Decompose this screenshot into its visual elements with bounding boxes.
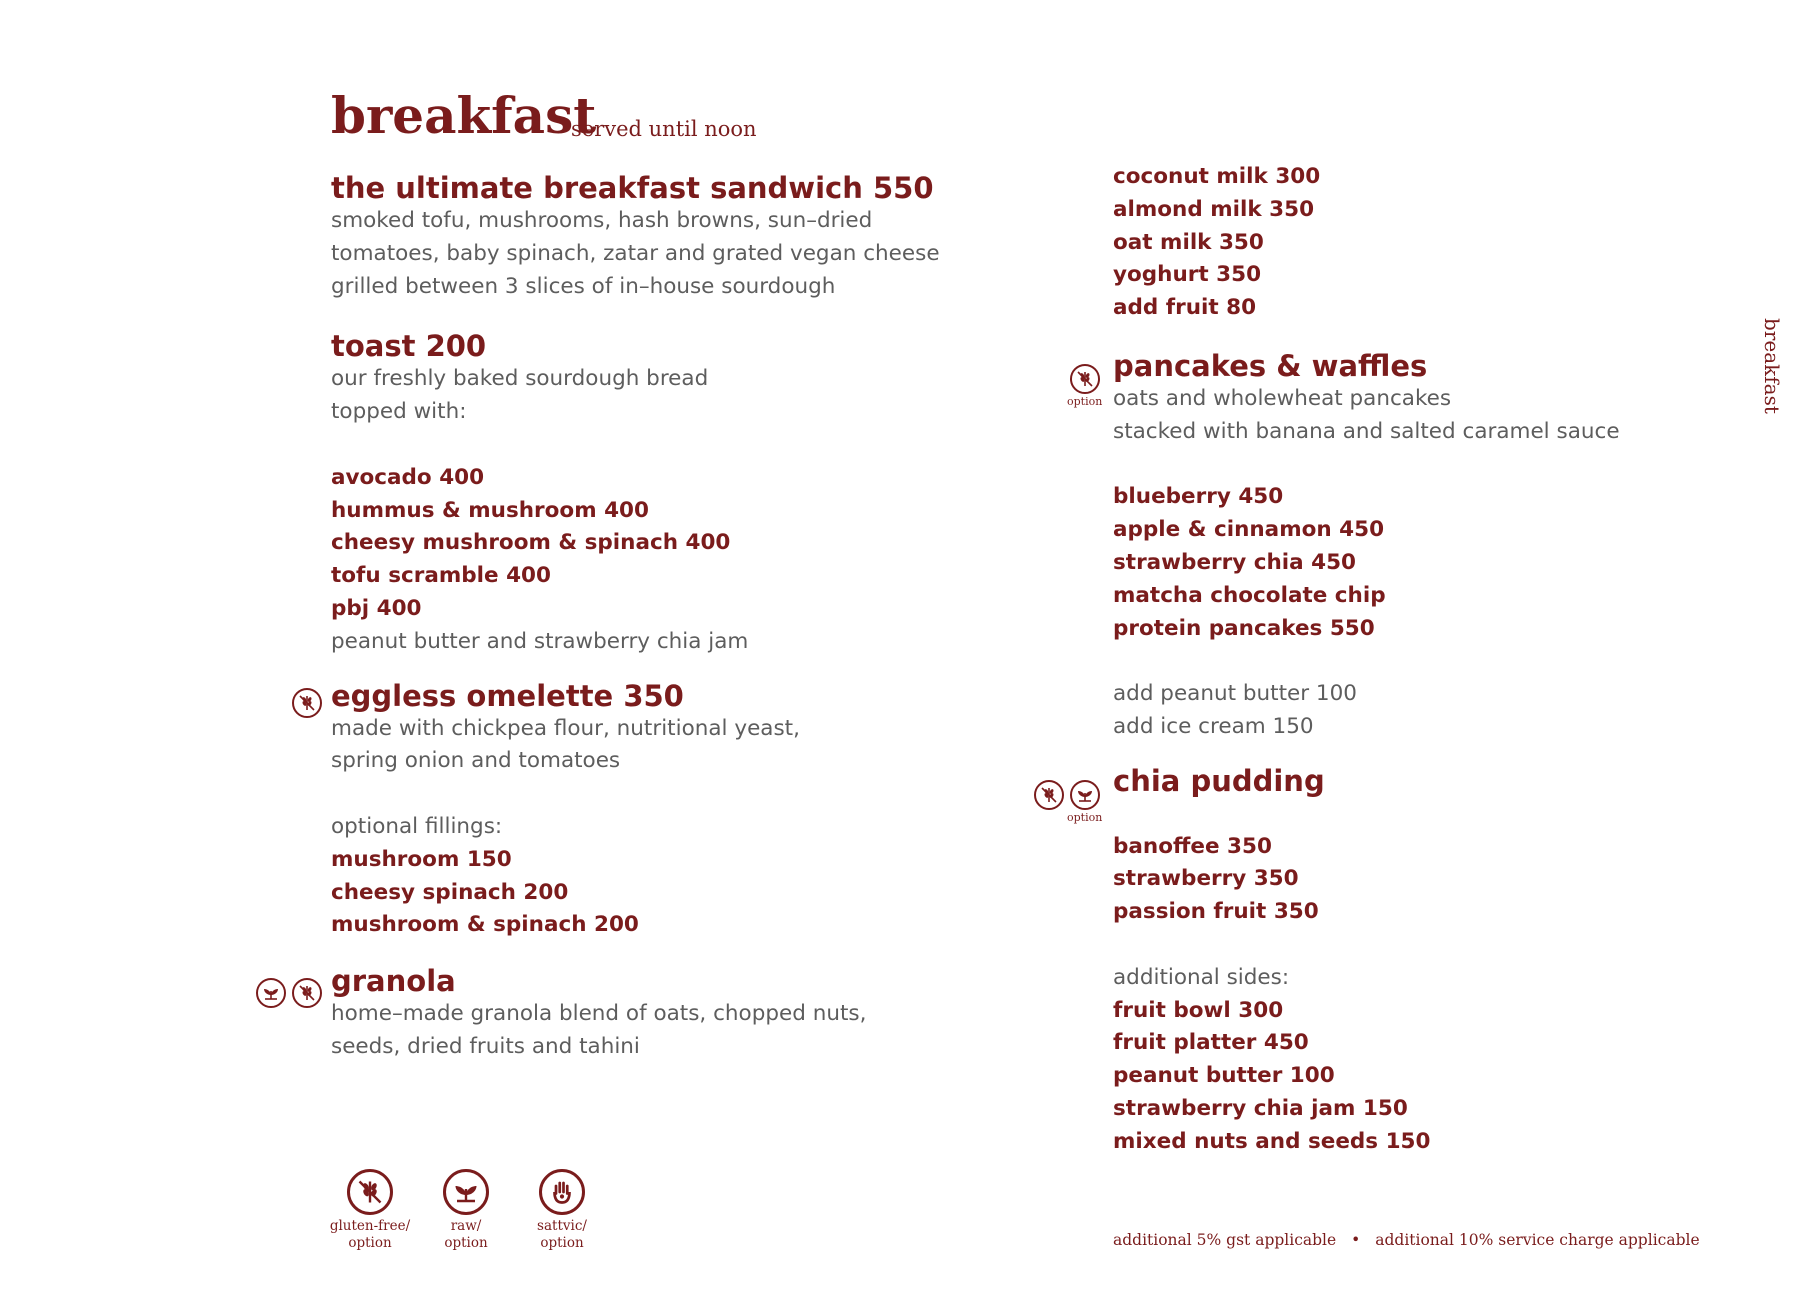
gluten-free-icon xyxy=(347,1169,393,1215)
chia-option: passion fruit 350 xyxy=(1113,899,1319,925)
right-column xyxy=(1113,161,1620,1159)
sandwich-desc-line: smoked tofu, mushrooms, hash browns, sun–dried xyxy=(331,208,873,233)
granola-option: add fruit 80 xyxy=(1113,295,1257,321)
gluten-free-icon xyxy=(292,978,322,1008)
pancake-option: matcha chocolate chip xyxy=(1113,582,1386,608)
fillings-label: optional fillings: xyxy=(331,813,503,839)
side-label: breakfast xyxy=(1760,318,1784,414)
omelette-desc-line: made with chickpea flour, nutritional yeast, xyxy=(331,715,800,741)
side-option: mixed nuts and seeds 150 xyxy=(1113,1128,1431,1154)
pancakes-desc-line: stacked with banana and salted caramel sauce xyxy=(1113,418,1620,444)
toast-section xyxy=(331,329,940,658)
granola-option: coconut milk 300 xyxy=(1113,164,1321,189)
filling-option: mushroom & spinach 200 xyxy=(331,912,639,938)
toast-option: tofu scramble 400 xyxy=(331,563,551,589)
sattvic-icon xyxy=(539,1169,585,1215)
sandwich-section xyxy=(331,171,940,303)
granola-options xyxy=(1113,161,1620,325)
gst-note: additional 5% gst applicable xyxy=(1113,1231,1337,1249)
legend-label: gluten-free/ option xyxy=(329,1218,411,1251)
granola-option: yoghurt 350 xyxy=(1113,262,1262,288)
icon-option-note: option xyxy=(1067,395,1103,408)
omelette-title: eggless omelette 350 xyxy=(331,678,684,713)
gluten-free-icon xyxy=(292,688,322,718)
service-charge-note: additional 10% service charge applicable xyxy=(1375,1231,1700,1249)
sides-label: additional sides: xyxy=(1113,964,1290,990)
sandwich-title: the ultimate breakfast sandwich 550 xyxy=(331,171,934,205)
chia-option: banoffee 350 xyxy=(1113,833,1272,859)
side-option: fruit bowl 300 xyxy=(1113,997,1284,1023)
toast-option: pbj 400 xyxy=(331,595,422,621)
toast-option: hummus & mushroom 400 xyxy=(331,497,649,523)
footer-note xyxy=(1113,1231,1700,1249)
toast-option: avocado 400 xyxy=(331,464,485,490)
chia-option: strawberry 350 xyxy=(1113,866,1299,892)
left-column xyxy=(331,171,940,1064)
legend-label: raw/ option xyxy=(444,1218,488,1251)
sandwich-desc-line: grilled between 3 slices of in–house sourdough xyxy=(331,273,836,299)
raw-icon xyxy=(256,978,286,1008)
pancakes-title: pancakes & waffles xyxy=(1113,348,1428,383)
toast-option: cheesy mushroom & spinach 400 xyxy=(331,530,731,556)
raw-icon xyxy=(443,1169,489,1215)
toast-option-note: peanut butter and strawberry chia jam xyxy=(331,628,749,654)
side-option: strawberry chia jam 150 xyxy=(1113,1095,1408,1121)
toast-title: toast 200 xyxy=(331,329,487,364)
raw-icon xyxy=(1070,780,1100,810)
chia-title: chia pudding xyxy=(1113,763,1325,798)
side-option: peanut butter 100 xyxy=(1113,1063,1335,1089)
granola-desc-line: seeds, dried fruits and tahini xyxy=(331,1033,640,1059)
granola-option: almond milk 350 xyxy=(1113,196,1315,222)
pancake-option: protein pancakes 550 xyxy=(1113,615,1375,641)
pancake-option: apple & cinnamon 450 xyxy=(1113,517,1385,543)
chia-section xyxy=(1113,764,1620,1159)
pancake-option: blueberry 450 xyxy=(1113,484,1284,510)
page-title: breakfast xyxy=(331,86,597,145)
footer-separator: • xyxy=(1351,1231,1361,1249)
granola-option: oat milk 350 xyxy=(1113,229,1264,255)
icon-option-note: option xyxy=(1067,811,1103,824)
omelette-desc-line: spring onion and tomatoes xyxy=(331,748,621,774)
pancake-addon: add ice cream 150 xyxy=(1113,713,1314,739)
filling-option: mushroom 150 xyxy=(331,846,512,872)
gluten-free-icon xyxy=(1034,780,1064,810)
toast-desc-line: topped with: xyxy=(331,399,467,425)
omelette-section xyxy=(331,679,940,943)
sandwich-desc-line: tomatoes, baby spinach, zatar and grated vegan cheese xyxy=(331,240,940,266)
granola-desc-line: home–made granola blend of oats, chopped nuts, xyxy=(331,1001,867,1027)
pancakes-section xyxy=(1113,349,1620,744)
granola-section xyxy=(331,964,940,1064)
side-option: fruit platter 450 xyxy=(1113,1030,1309,1056)
pancake-option: strawberry chia 450 xyxy=(1113,549,1357,575)
toast-desc-line: our freshly baked sourdough bread xyxy=(331,366,709,392)
pancake-addon: add peanut butter 100 xyxy=(1113,681,1357,707)
granola-title: granola xyxy=(331,964,456,999)
page-subtitle: served until noon xyxy=(571,117,757,141)
legend-label: sattvic/ option xyxy=(537,1218,587,1251)
gluten-free-icon xyxy=(1070,364,1100,394)
filling-option: cheesy spinach 200 xyxy=(331,879,569,905)
pancakes-desc-line: oats and wholewheat pancakes xyxy=(1113,385,1452,411)
